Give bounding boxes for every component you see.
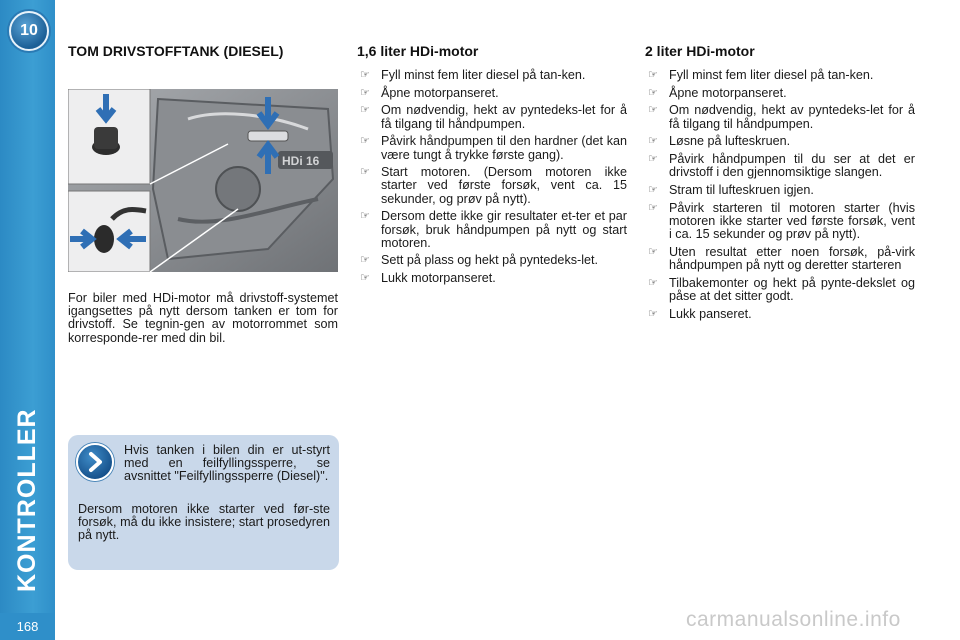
step-item: [357, 272, 627, 285]
note-box: [68, 435, 339, 570]
watermark: carmanualsonline.info: [686, 608, 901, 631]
pointing-hand-icon: ☞: [648, 201, 658, 214]
step-text: Tilbakemonter og hekt på pynte-dekslet og påse at det sitter godt.: [669, 275, 915, 303]
pointing-hand-icon: ☞: [648, 245, 658, 258]
engine16-title: 1,6 liter HDi-motor: [357, 43, 479, 59]
step-text: Sett på plass og hekt på pyntedeks-let.: [381, 253, 599, 268]
engine16-steps: [357, 69, 627, 290]
pointing-hand-icon: ☞: [648, 104, 658, 117]
step-item: [645, 277, 915, 303]
pointing-hand-icon: ☞: [360, 254, 370, 267]
step-text: Lukk panseret.: [669, 306, 752, 321]
step-text: Dersom dette ikke gir resultater et-ter et par forsøk, bruk håndpumpen på nytt og start motoren.: [381, 209, 627, 250]
pointing-hand-icon: ☞: [360, 104, 370, 117]
chapter-badge: [9, 11, 49, 51]
step-text: Åpne motorpanseret.: [381, 85, 499, 100]
step-item: [357, 210, 627, 250]
step-item: [645, 69, 915, 82]
step-item: [645, 184, 915, 197]
step-text: Påvirk håndpumpen til den hardner (det kan være tungt å trykke første gang).: [381, 134, 627, 162]
step-item: [357, 135, 627, 161]
chapter-title: KONTROLLER: [13, 408, 41, 592]
step-text: Påvirk håndpumpen til du ser at det er drivstoff i den gjennomsiktige slangen.: [669, 152, 915, 180]
engine-photo: [68, 89, 338, 272]
step-item: [357, 69, 627, 82]
step-item: [645, 87, 915, 100]
pointing-hand-icon: ☞: [648, 86, 658, 99]
step-text: Påvirk starteren til motoren starter (hvis motoren ikke starter ved første forsøk, vent i ca. 15 sekunder og prøv på nytt).: [669, 200, 915, 242]
pointing-hand-icon: ☞: [360, 166, 370, 179]
pointing-hand-icon: ☞: [360, 69, 370, 81]
pointing-hand-icon: ☞: [648, 69, 658, 81]
step-item: [645, 153, 915, 179]
page-number: 168: [0, 613, 55, 640]
step-text: Om nødvendig, hekt av pyntedeks-let for å få tilgang til håndpumpen.: [381, 103, 627, 131]
engine-cover-label: HDi 16: [282, 154, 320, 168]
step-text: Løsne på lufteskruen.: [669, 134, 791, 149]
step-text: Åpne motorpanseret.: [669, 85, 787, 100]
step-item: [645, 246, 915, 272]
engine20-steps: [645, 69, 915, 325]
pointing-hand-icon: ☞: [648, 307, 658, 320]
step-item: [357, 104, 627, 130]
pointing-hand-icon: ☞: [360, 86, 370, 99]
engine20-title: 2 liter HDi-motor: [645, 43, 755, 59]
step-text: Start motoren. (Dersom motoren ikke starter ved første forsøk, vent ca. 15 sekunder, og prøv på nytt).: [381, 165, 627, 206]
step-text: Fyll minst fem liter diesel på tan-ken.: [669, 68, 874, 82]
info-arrow-icon: [76, 443, 114, 481]
step-item: [645, 104, 915, 130]
note-text-2: Dersom motoren ikke starter ved før-ste forsøk, må du ikke insistere; start prosedyren på nytt.: [78, 502, 330, 543]
step-text: Om nødvendig, hekt av pyntedeks-let for å få tilgang til håndpumpen.: [669, 103, 915, 131]
step-item: [357, 87, 627, 100]
step-item: [357, 166, 627, 206]
step-text: Lukk motorpanseret.: [381, 271, 496, 286]
step-text: Stram til lufteskruen igjen.: [669, 182, 814, 197]
pointing-hand-icon: ☞: [360, 135, 370, 148]
pointing-hand-icon: ☞: [648, 276, 658, 289]
pointing-hand-icon: ☞: [648, 153, 658, 166]
intro-paragraph: For biler med HDi-motor må drivstoff-systemet igangsettes på nytt dersom tanken er tom for drivstoff. Se tegnin-gen av motorrommet som korresponde-rer med din bil.: [68, 291, 338, 345]
pointing-hand-icon: ☞: [360, 210, 370, 223]
step-item: [357, 254, 627, 267]
pointing-hand-icon: ☞: [360, 272, 370, 285]
pointing-hand-icon: ☞: [648, 183, 658, 196]
engine-illustration: [68, 89, 338, 272]
chapter-sidebar: [0, 0, 55, 640]
note-text-1: Hvis tanken i bilen din er ut-styrt med en feilfyllingssperre, se avsnittet "Feilfyllingssperre (Diesel)".: [124, 443, 330, 484]
chapter-number: 10: [20, 22, 38, 39]
step-item: [645, 135, 915, 148]
step-text: Fyll minst fem liter diesel på tan-ken.: [381, 68, 586, 82]
page-title: TOM DRIVSTOFFTANK (DIESEL): [68, 43, 284, 59]
pointing-hand-icon: ☞: [648, 135, 658, 148]
step-item: [645, 202, 915, 242]
step-text: Uten resultat etter noen forsøk, på-virk håndpumpen på nytt og deretter starteren: [669, 244, 915, 272]
step-item: [645, 308, 915, 321]
